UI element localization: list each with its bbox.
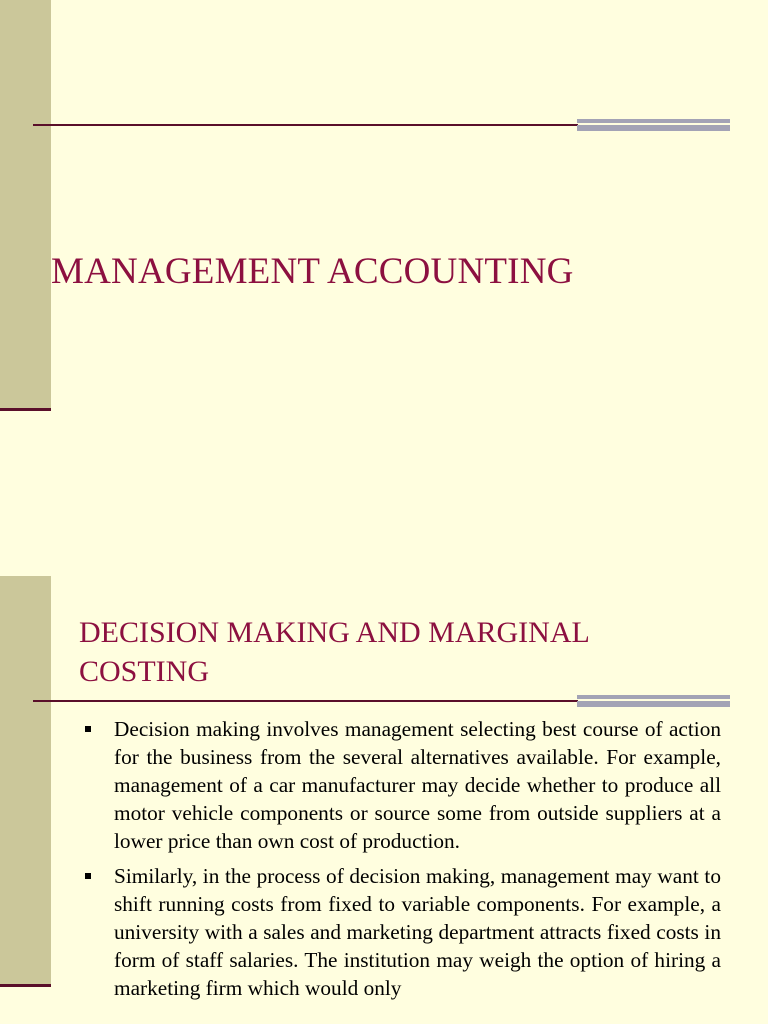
grey-bar <box>577 125 730 131</box>
slide-gap <box>0 545 768 576</box>
square-bullet-icon <box>85 873 91 879</box>
square-bullet-icon <box>85 726 91 732</box>
bullet-text: Similarly, in the process of decision making, management may want to shift running costs from fixed to variable components. For example, a university with a sales and marketing department attracts fixed costs in form of staff salaries. The institution may weigh the option of hiring a marketing firm which would only <box>114 864 721 1000</box>
top-divider-rule <box>33 124 578 126</box>
left-bar-rule <box>0 408 51 411</box>
slide-left-accent-bar <box>0 0 51 410</box>
slide-2 <box>0 576 768 1024</box>
bullet-text: Decision making involves management selecting best course of action for the business from the several alternatives available. For example, management of a car manufacturer may decide whether to produce all motor vehicle components or source some from outside suppliers at a lower price than own cost of production. <box>114 717 721 853</box>
title-divider-rule <box>33 700 578 702</box>
bullet-list <box>82 715 721 1009</box>
grey-bar <box>577 701 730 707</box>
list-item <box>82 862 721 1002</box>
slide-title: MANAGEMENT ACCOUNTING <box>51 251 574 292</box>
left-bar-rule <box>0 984 51 987</box>
slide-title: DECISION MAKING AND MARGINAL COSTING <box>79 616 589 688</box>
list-item <box>82 715 721 855</box>
slide-left-accent-bar <box>0 576 51 986</box>
accent-grey-bars <box>577 119 730 131</box>
accent-grey-bars <box>577 695 730 707</box>
